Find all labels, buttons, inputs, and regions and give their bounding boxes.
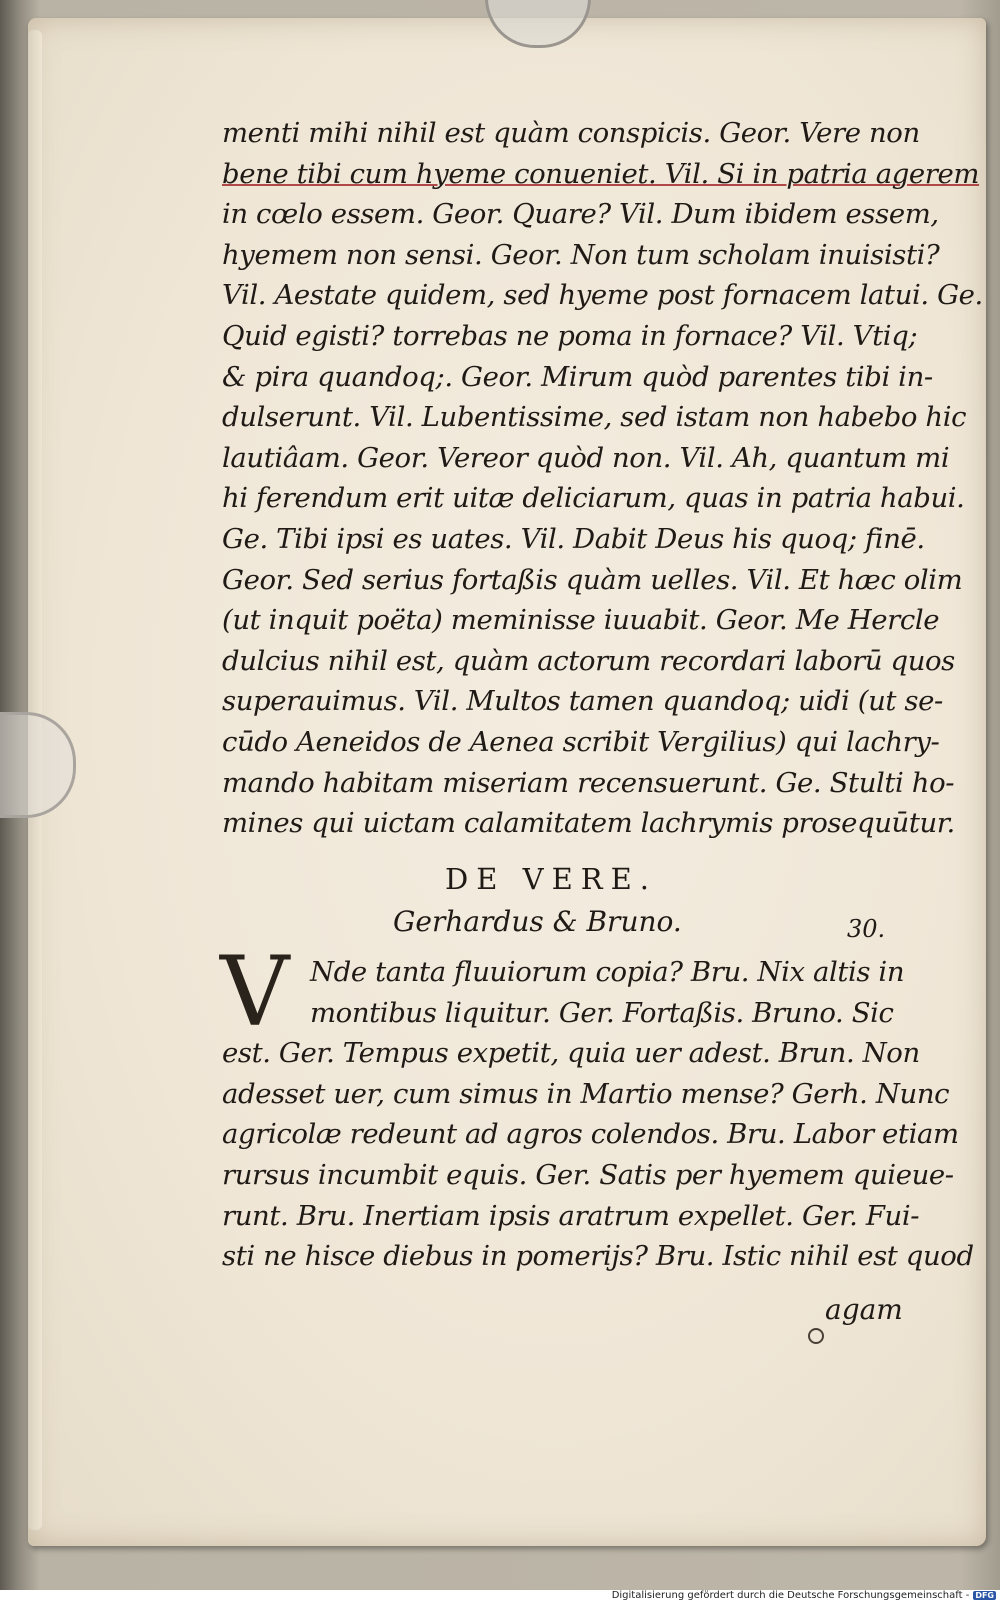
text-line: menti mihi nihil est quàm conspicis. Geor. Vere non bbox=[222, 117, 920, 149]
text-line: hyemem non sensi. Geor. Non tum scholam inuisisti? bbox=[222, 238, 940, 271]
footer-credit: Digitalisierung gefördert durch die Deutsche Forschungsgemeinschaft - bbox=[611, 1590, 970, 1601]
text-line: est. Ger. Tempus expetit, quia uer adest. Brun. Non bbox=[222, 1037, 920, 1070]
text-line: mando habitam miseriam recensuerunt. Ge. Stulti ho- bbox=[222, 766, 955, 799]
text-line: agricolæ redeunt ad agros colendos. Bru. Labor etiam bbox=[222, 1118, 959, 1151]
text-line: dulcius nihil est, quàm actorum recordari laborū quos bbox=[222, 644, 955, 677]
text-line: hi ferendum erit uitæ deliciarum, quas in patria habui. bbox=[222, 482, 965, 515]
catchword: agam bbox=[825, 1293, 903, 1326]
text-line: sti ne hisce diebus in pomerijs? Bru. Istic nihil est quod bbox=[222, 1240, 974, 1273]
text-line: adesset uer, cum simus in Martio mense? Gerh. Nunc bbox=[222, 1077, 950, 1110]
text-line: Nde tanta fluuiorum copia? Bru. Nix altis in bbox=[310, 956, 905, 988]
text-line: Geor. Sed serius fortaßis quàm uelles. Vil. Et hæc olim bbox=[222, 563, 963, 596]
section-heading: DE VERE. bbox=[445, 862, 657, 896]
text-line: runt. Bru. Inertiam ipsis aratrum expellet. Ger. Fui- bbox=[222, 1199, 920, 1232]
text-line: (ut inquit poëta) meminisse iuuabit. Geor. Me Hercle bbox=[222, 604, 940, 637]
dfg-logo-icon: DFG bbox=[975, 1590, 994, 1600]
text-line: cūdo Aeneidos de Aenea scribit Vergilius) qui lachry- bbox=[222, 725, 940, 758]
ornament-icon bbox=[808, 1328, 824, 1344]
text-line: Quid egisti? torrebas ne poma in fornace? Vil. Vtiq; bbox=[222, 319, 918, 352]
drop-cap-initial: V bbox=[220, 936, 290, 1048]
text-line: & pira quandoq;. Geor. Mirum quòd parentes tibi in- bbox=[222, 360, 933, 393]
digitization-footer bbox=[0, 1590, 1000, 1605]
text-line: bene tibi cum hyeme conueniet. Vil. Si in patria agerem bbox=[222, 157, 980, 190]
text-line: mines qui uictam calamitatem lachrymis prosequūtur. bbox=[222, 807, 955, 840]
folio-number: 30. bbox=[847, 915, 886, 943]
text-line: rursus incumbit equis. Ger. Satis per hyemem quieue- bbox=[222, 1158, 954, 1191]
dialogue-text-bottom bbox=[222, 952, 974, 1277]
dialogue-text-top bbox=[222, 113, 983, 844]
text-line: dulserunt. Vil. Lubentissime, sed istam non habebo hic bbox=[222, 401, 967, 434]
text-line: Vil. Aestate quidem, sed hyeme post fornacem latui. Ge. bbox=[222, 279, 983, 312]
text-line: montibus liquitur. Ger. Fortaßis. Bruno. Sic bbox=[310, 996, 894, 1029]
text-line: superauimus. Vil. Multos tamen quandoq; uidi (ut se- bbox=[222, 685, 943, 718]
text-line: lautiâam. Geor. Vereor quòd non. Vil. Ah, quantum mi bbox=[222, 441, 950, 474]
text-line: Ge. Tibi ipsi es uates. Vil. Dabit Deus his quoq; finē. bbox=[222, 522, 925, 555]
speakers-line: Gerhardus & Bruno. bbox=[393, 905, 682, 938]
text-line: in cœlo essem. Geor. Quare? Vil. Dum ibidem essem, bbox=[222, 198, 939, 231]
